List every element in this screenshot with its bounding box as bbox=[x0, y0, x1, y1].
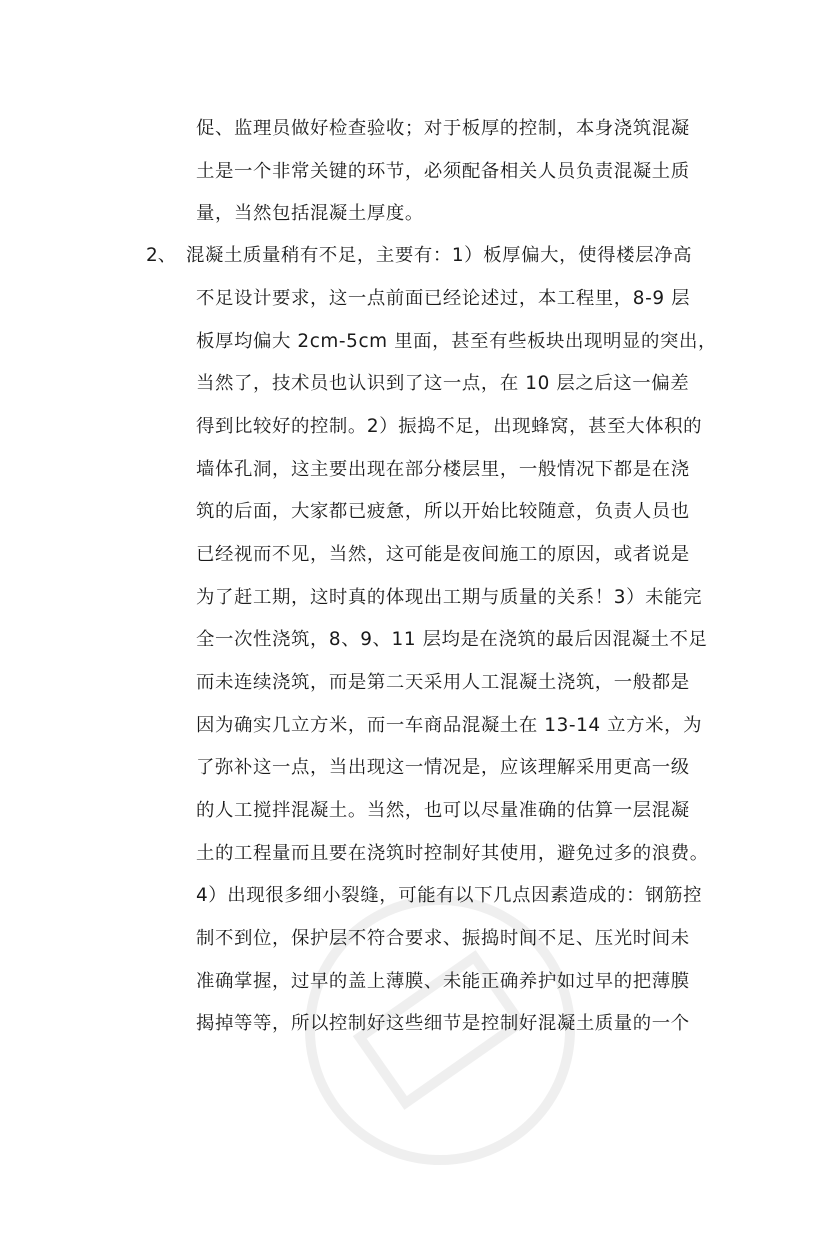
text-line-9: 墙体孔洞，这主要出现在部分楼层里，一般情况下都是在浇 bbox=[196, 459, 690, 480]
text-line-5: 不足设计要求，这一点前面已经论述过，本工程里，8-9 层 bbox=[196, 288, 691, 309]
text-line-19: 4）出现很多细小裂缝，可能有以下几点因素造成的：钢筋控 bbox=[196, 885, 703, 906]
text-line-3: 量，当然包括混凝土厚度。 bbox=[196, 203, 424, 224]
text-line-18: 土的工程量而且要在浇筑时控制好其使用，避免过多的浪费。 bbox=[196, 843, 709, 864]
text-line-10: 筑的后面，大家都已疲惫，所以开始比较随意，负责人员也 bbox=[196, 501, 690, 522]
text-line-22: 揭掉等等，所以控制好这些细节是控制好混凝土质量的一个 bbox=[196, 1013, 690, 1034]
text-line-17: 的人工搅拌混凝土。当然，也可以尽量准确的估算一层混凝 bbox=[196, 800, 690, 821]
text-line-15: 因为确实几立方米，而一车商品混凝土在 13-14 立方米，为 bbox=[196, 715, 703, 736]
text-line-1: 促、监理员做好检查验收；对于板厚的控制，本身浇筑混凝 bbox=[196, 118, 690, 139]
text-line-16: 了弥补这一点，当出现这一情况是，应该理解采用更高一级 bbox=[196, 757, 690, 778]
text-line-21: 准确掌握，过早的盖上薄膜、未能正确养护如过早的把薄膜 bbox=[196, 971, 690, 992]
text-line-12: 为了赶工期，这时真的体现出工期与质量的关系！3）未能完 bbox=[196, 587, 703, 608]
text-line-4: 混凝土质量稍有不足，主要有：1）板厚偏大，使得楼层净高 bbox=[186, 245, 693, 266]
text-line-6: 板厚均偏大 2cm-5cm 里面，甚至有些板块出现明显的突出， bbox=[196, 331, 717, 352]
text-line-8: 得到比较好的控制。2）振捣不足，出现蜂窝，甚至大体积的 bbox=[196, 416, 703, 437]
text-line-13: 全一次性浇筑，8、9、11 层均是在浇筑的最后因混凝土不足 bbox=[196, 629, 708, 650]
text-line-20: 制不到位，保护层不符合要求、振捣时间不足、压光时间未 bbox=[196, 928, 690, 949]
text-line-7: 当然了，技术员也认识到了这一点，在 10 层之后这一偏差 bbox=[196, 373, 690, 394]
text-line-2: 土是一个非常关键的环节，必须配备相关人员负责混凝土质 bbox=[196, 161, 690, 182]
text-line-14: 而未连续浇筑，而是第二天采用人工混凝土浇筑，一般都是 bbox=[196, 672, 690, 693]
list-item-number: 2、 bbox=[146, 245, 177, 266]
text-line-11: 已经视而不见，当然，这可能是夜间施工的原因，或者说是 bbox=[196, 544, 690, 565]
